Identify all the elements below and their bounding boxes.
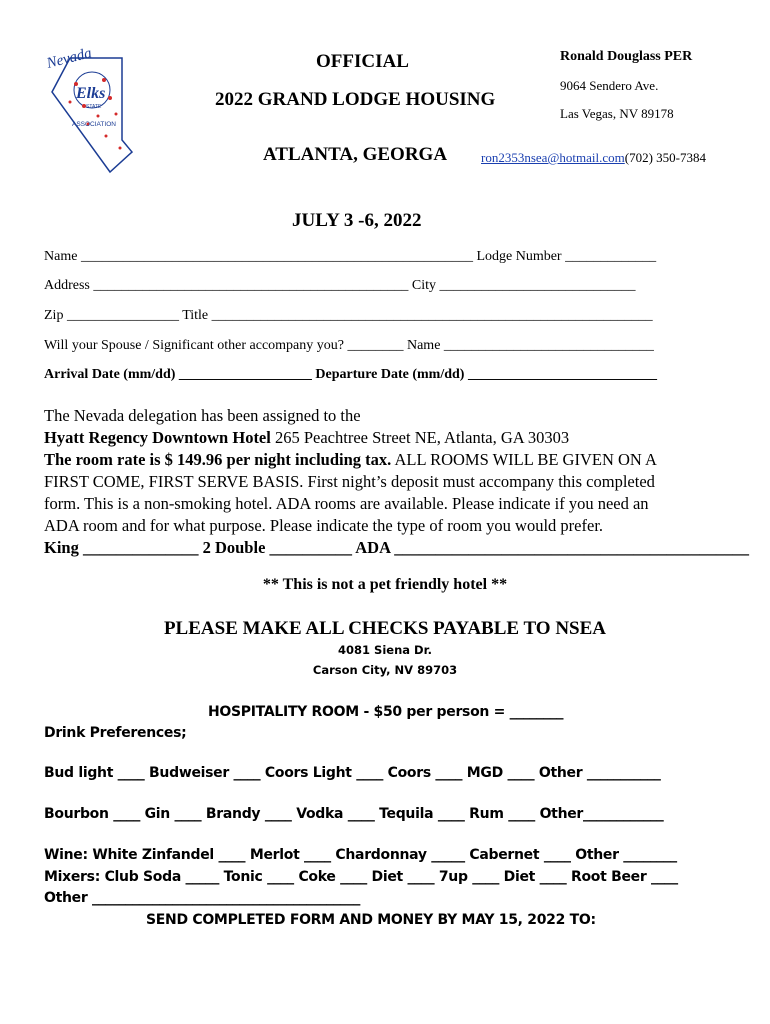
name-field[interactable]: ________________________________________________________ xyxy=(80,249,473,264)
header-official: OFFICIAL xyxy=(316,51,409,72)
checks-payable: PLEASE MAKE ALL CHECKS PAYABLE TO NSEA xyxy=(163,618,607,639)
name-label: Name xyxy=(44,249,78,264)
lodge-number-label: Lodge Number xyxy=(476,249,562,264)
form-row-spouse xyxy=(44,338,654,354)
header-dates: JULY 3 -6, 2022 xyxy=(292,210,422,231)
logo-text-top: Nevada xyxy=(45,45,94,72)
zip-label: Zip xyxy=(44,308,64,323)
nevada-state-outline-icon xyxy=(40,44,140,174)
hotel-line-5: form. This is a non-smoking hotel. ADA rooms are available. Please indicate if you need an xyxy=(44,494,649,513)
form-row-address xyxy=(44,278,636,294)
payment-address-2: Carson City, NV 89703 xyxy=(312,663,458,677)
room-rate: The room rate is $ 149.96 per night including tax. xyxy=(44,450,392,469)
hotel-line xyxy=(44,427,569,449)
contact-name: Ronald Douglass PER xyxy=(560,49,693,64)
address-field[interactable]: _____________________________________________ xyxy=(93,278,409,293)
city-field[interactable]: ____________________________ xyxy=(439,278,636,293)
other-preferences[interactable]: Other ________________________________________ xyxy=(44,890,361,906)
departure-date-label: Departure Date (mm/dd) xyxy=(315,367,465,382)
hotel-line-4: FIRST COME, FIRST SERVE BASIS. First night’s deposit must accompany this completed xyxy=(44,472,655,491)
spouse-name-label: Name xyxy=(406,338,441,353)
logo-text-small: STATE xyxy=(86,104,102,110)
contact-street: 9064 Sendero Ave. xyxy=(560,78,659,93)
address-label: Address xyxy=(44,278,90,293)
hotel-name: Hyatt Regency Downtown Hotel xyxy=(44,428,271,447)
hotel-address: 265 Peachtree Street NE, Atlanta, GA 30303 xyxy=(270,428,570,447)
rate-line-rest: ALL ROOMS WILL BE GIVEN ON A xyxy=(391,450,657,469)
room-type-selection[interactable]: King ______________ 2 Double __________ ADA ___________________________________________ xyxy=(44,538,749,557)
contact-email-link[interactable]: ron2353nsea@hotmail.com xyxy=(481,150,625,165)
zip-field[interactable]: ________________ xyxy=(66,308,179,323)
mixer-preferences[interactable]: Mixers: Club Soda _____ Tonic ____ Coke ____ Diet ____ 7up ____ Diet ____ Root Beer ____ xyxy=(44,869,678,885)
hotel-intro: The Nevada delegation has been assigned to the xyxy=(44,406,361,425)
lodge-number-field[interactable]: _____________ xyxy=(565,249,657,264)
send-deadline: SEND COMPLETED FORM AND MONEY BY MAY 15, 2022 TO: xyxy=(146,912,596,928)
arrival-date-label: Arrival Date (mm/dd) xyxy=(44,367,176,382)
contact-phone: (702) 350-7384 xyxy=(624,150,706,165)
payment-address-1: 4081 Siena Dr. xyxy=(338,643,432,657)
drink-preferences-label: Drink Preferences; xyxy=(44,725,187,741)
wine-preferences[interactable]: Wine: White Zinfandel ____ Merlot ____ Chardonnay _____ Cabernet ____ Other ________ xyxy=(44,847,677,863)
liquor-preferences[interactable]: Bourbon ____ Gin ____ Brandy ____ Vodka ____ Tequila ____ Rum ____ Other____________ xyxy=(44,806,664,822)
city-label: City xyxy=(411,278,437,293)
logo-text-bottom: ASSOCIATION xyxy=(72,121,116,128)
logo-text-mid: Elks xyxy=(76,85,106,102)
nevada-elks-logo xyxy=(40,44,140,174)
header-location: ATLANTA, GEORGA xyxy=(263,144,448,165)
form-row-name xyxy=(44,249,656,265)
departure-date-field[interactable]: ___________________________ xyxy=(467,367,657,382)
spouse-name-field[interactable]: ______________________________ xyxy=(443,338,654,353)
pet-notice: ** This is not a pet friendly hotel ** xyxy=(262,576,508,593)
hospitality-room-title[interactable]: HOSPITALITY ROOM - $50 per person = ________ xyxy=(208,704,564,720)
hotel-line-6: ADA room and for what purpose. Please indicate the type of room you would prefer. xyxy=(44,516,604,535)
rate-line xyxy=(44,449,657,471)
arrival-date-field[interactable]: ___________________ xyxy=(178,367,312,382)
header-grand-lodge-housing: 2022 GRAND LODGE HOUSING xyxy=(215,89,496,110)
title-field[interactable]: _______________________________________________________________ xyxy=(211,308,653,323)
contact-email-phone xyxy=(481,150,706,166)
contact-city: Las Vegas, NV 89178 xyxy=(560,106,674,121)
form-row-dates xyxy=(44,367,657,383)
spouse-question: Will your Spouse / Significant other accompany you? xyxy=(44,338,344,353)
beer-preferences[interactable]: Bud light ____ Budweiser ____ Coors Light ____ Coors ____ MGD ____ Other ___________ xyxy=(44,765,661,781)
spouse-answer-field[interactable]: ________ xyxy=(347,338,404,353)
title-label: Title xyxy=(182,308,209,323)
form-row-zip xyxy=(44,308,653,324)
